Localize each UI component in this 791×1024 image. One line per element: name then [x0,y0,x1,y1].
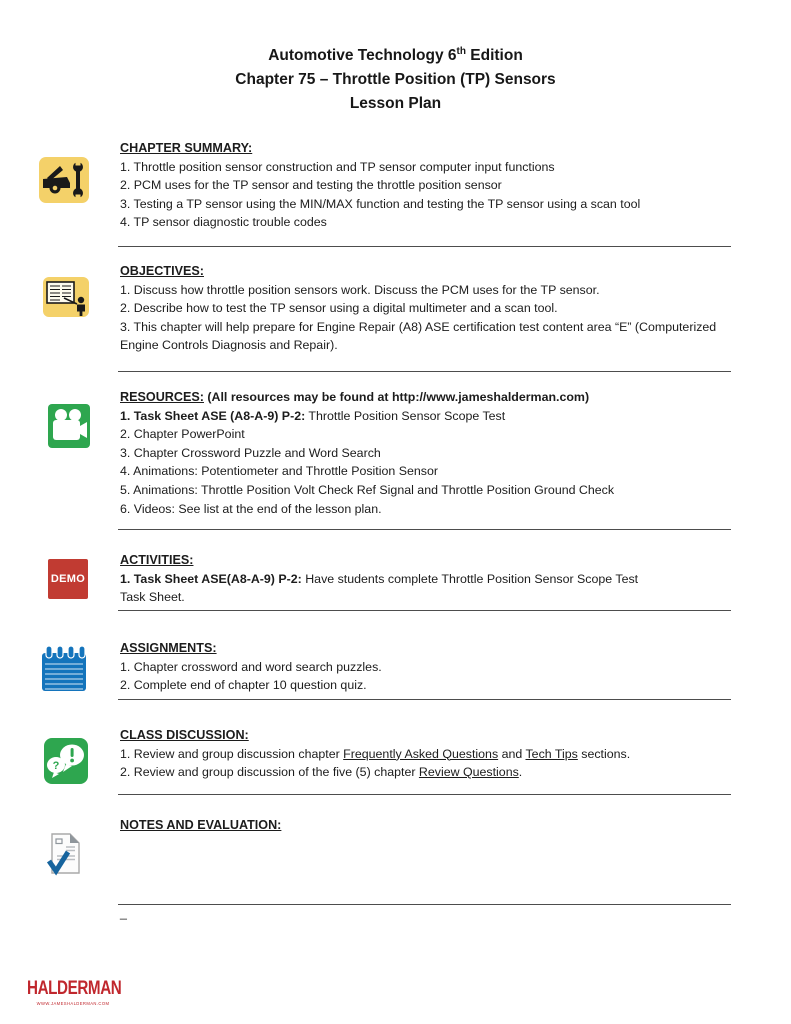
resources-item: 6. Videos: See list at the end of the lesson plan. [120,501,382,516]
section-divider [118,904,731,905]
chapter-summary-item: 3. Testing a TP sensor using the MIN/MAX function and testing the TP sensor using a scan tool [120,196,641,211]
resources-item: 4. Animations: Potentiometer and Throttle Position Sensor [120,464,438,479]
class-discussion-item: 2. Review and group discussion of the five (5) chapter Review Questions. [120,765,523,780]
video-camera-icon [48,404,90,453]
halderman-logo-tagline: WWW.JAMESHALDERMAN.COM [36,1001,110,1006]
resources-item: 5. Animations: Throttle Position Volt Check Ref Signal and Throttle Position Ground Check [120,482,615,497]
halderman-logo-name: HALDERMAN [27,978,122,999]
resources-item: 3. Chapter Crossword Puzzle and Word Search [120,445,381,460]
chapter-summary-heading: CHAPTER SUMMARY: [120,141,253,155]
assignments-heading: ASSIGNMENTS: [120,641,217,655]
notes-heading: NOTES AND EVALUATION: [120,818,282,832]
class-discussion-heading: CLASS DISCUSSION: [120,728,249,742]
activities-item: 1. Task Sheet ASE(A8-A-9) P-2: Have students complete Throttle Position Sensor Scope Test [120,571,639,586]
section-assignments [120,639,748,695]
page-title [0,40,791,116]
resources-heading-note: (All resources may be found at http://www.jameshalderman.com) [203,390,590,404]
section-divider [118,610,731,611]
section-divider [118,246,731,247]
section-activities [120,551,748,607]
section-chapter-summary [120,139,748,232]
car-repair-icon [39,157,89,208]
chapter-summary-item: 1. Throttle position sensor construction and TP sensor computer input functions [120,159,555,174]
footer-underscore-mark: _ [120,906,127,920]
demo-icon [48,559,88,599]
title-line-2: Chapter 75 – Throttle Position (TP) Sensors [235,71,556,89]
section-divider [118,794,731,795]
section-divider [118,699,731,700]
objectives-item: Engine Controls Diagnosis and Repair). [120,338,338,353]
objectives-heading: OBJECTIVES: [120,264,204,278]
assignments-item: 2. Complete end of chapter 10 question quiz. [120,678,367,693]
section-divider [118,371,731,372]
objectives-item: 3. This chapter will help prepare for Engine Repair (A8) ASE certification test content area “E” (Computerized [120,319,717,334]
document-check-icon [44,831,86,882]
svg-text:?: ? [52,760,60,772]
halderman-logo [27,978,122,1006]
presentation-icon [43,277,89,322]
demo-icon-label: DEMO [50,573,86,585]
objectives-item: 2. Describe how to test the TP sensor using a digital multimeter and a scan tool. [120,301,558,316]
title-line-1: Automotive Technology 6th Edition [268,46,523,65]
class-discussion-item: 1. Review and group discussion chapter Frequently Asked Questions and Tech Tips sections. [120,746,631,761]
resources-item: 1. Task Sheet ASE (A8-A-9) P-2: Throttle Position Sensor Scope Test [120,408,506,423]
section-class-discussion [120,726,748,782]
section-resources [120,388,748,518]
section-divider [118,529,731,530]
section-notes-evaluation [120,816,748,835]
objectives-item: 1. Discuss how throttle position sensors work. Discuss the PCM uses for the TP sensor. [120,282,600,297]
title-line-3: Lesson Plan [349,95,442,113]
notepad-icon [41,646,87,697]
chapter-summary-item: 4. TP sensor diagnostic trouble codes [120,215,327,230]
assignments-item: 1. Chapter crossword and word search puzzles. [120,659,382,674]
chapter-summary-item: 2. PCM uses for the TP sensor and testing the throttle position sensor [120,178,502,193]
activities-item: Task Sheet. [120,590,185,605]
activities-heading: ACTIVITIES: [120,553,194,567]
resources-heading: RESOURCES: [120,390,204,404]
section-objectives [120,262,748,355]
discussion-icon [44,738,88,789]
resources-item: 2. Chapter PowerPoint [120,427,245,442]
